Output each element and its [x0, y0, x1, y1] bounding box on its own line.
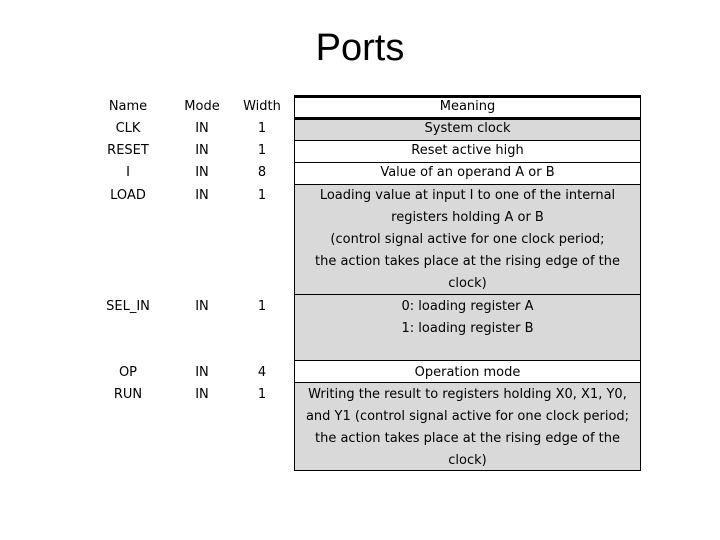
cell-meaning-line: the action takes place at the rising edge of the	[314, 254, 620, 269]
cell-meaning-line: clock)	[448, 453, 487, 468]
cell-meaning: Reset active high	[411, 143, 524, 158]
header-mode: Mode	[184, 99, 220, 114]
cell-width: 1	[257, 188, 267, 203]
cell-width: 8	[257, 165, 267, 180]
header-width: Width	[243, 99, 281, 114]
cell-mode: IN	[195, 188, 209, 203]
cell-width: 1	[257, 121, 267, 136]
row-divider	[294, 360, 641, 361]
cell-mode: IN	[195, 121, 209, 136]
cell-name: RUN	[113, 387, 143, 402]
cell-meaning-line: the action takes place at the rising edge of the	[314, 431, 620, 446]
cell-meaning: Operation mode	[414, 365, 521, 380]
cell-name: RESET	[107, 143, 149, 158]
cell-meaning-line: registers holding A or B	[391, 210, 544, 225]
cell-name: I	[126, 165, 130, 180]
cell-meaning-line: (control signal active for one clock period;	[330, 232, 605, 247]
cell-meaning-line: Writing the result to registers holding X0, X1, Y0,	[308, 387, 627, 402]
cell-name: SEL_IN	[106, 299, 150, 314]
header-name: Name	[108, 99, 148, 114]
cell-mode: IN	[195, 299, 209, 314]
cell-mode: IN	[195, 143, 209, 158]
cell-name: CLK	[115, 121, 141, 136]
cell-meaning-line: and Y1 (control signal active for one clock period;	[305, 409, 630, 424]
cell-meaning: Value of an operand A or B	[380, 165, 555, 180]
header-meaning: Meaning	[439, 99, 496, 114]
cell-mode: IN	[195, 365, 209, 380]
cell-width: 1	[257, 143, 267, 158]
cell-mode: IN	[195, 165, 209, 180]
cell-name: OP	[118, 365, 138, 380]
cell-meaning-line: 1: loading register B	[401, 321, 534, 336]
cell-meaning: System clock	[424, 121, 511, 136]
cell-name: LOAD	[110, 188, 146, 203]
slide-title: Ports	[315, 27, 405, 69]
cell-width: 1	[257, 299, 267, 314]
cell-meaning-line: 0: loading register A	[401, 299, 534, 314]
cell-width: 1	[257, 387, 267, 402]
cell-meaning-line: Loading value at input I to one of the internal	[319, 188, 616, 203]
cell-width: 4	[257, 365, 267, 380]
cell-mode: IN	[195, 387, 209, 402]
cell-meaning-line: clock)	[448, 276, 487, 291]
